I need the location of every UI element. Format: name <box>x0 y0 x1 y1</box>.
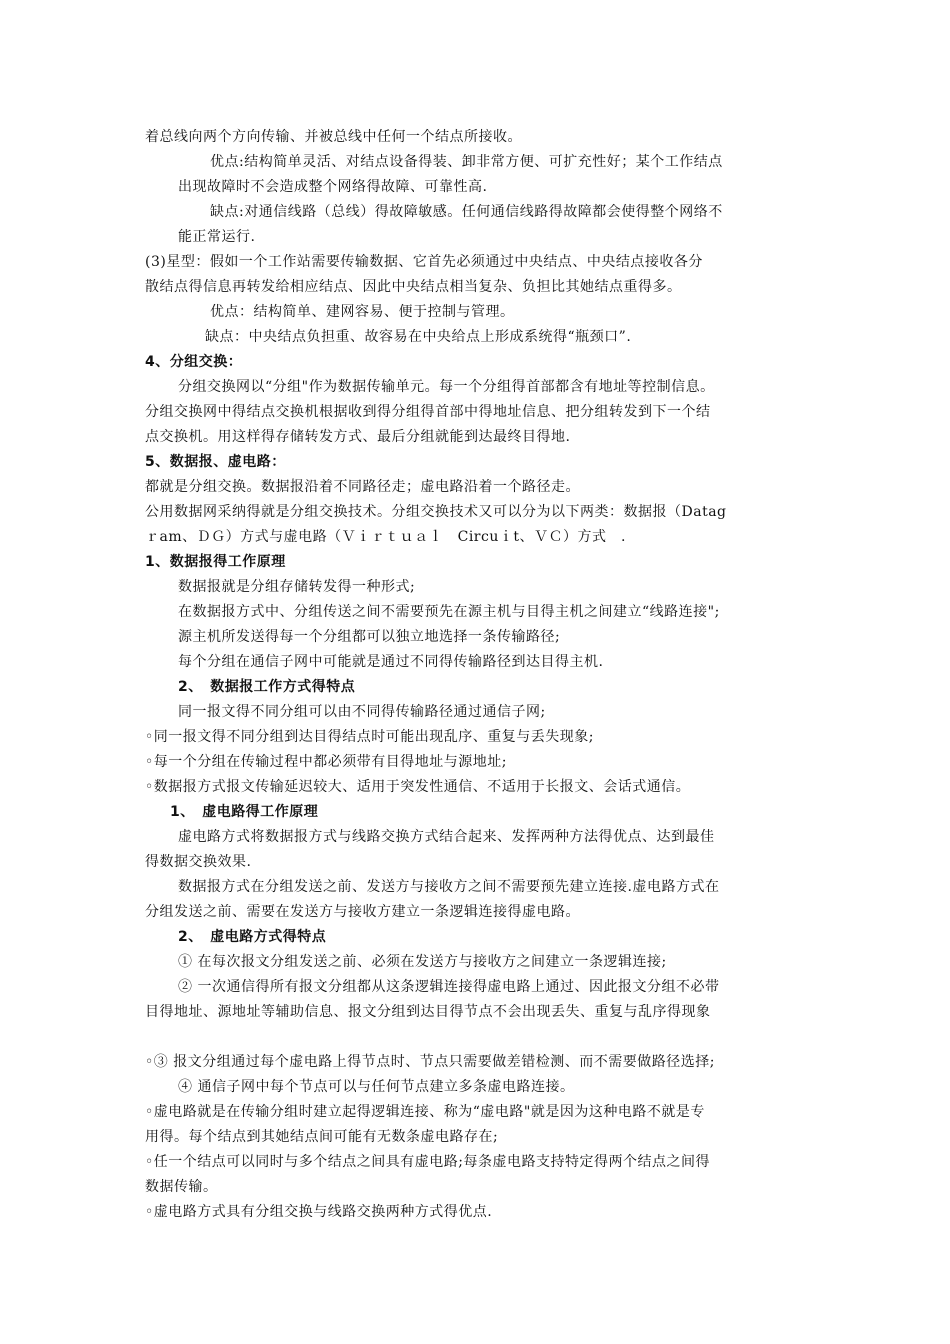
text-line: 数据报方式在分组发送之前、发送方与接收方之间不需要预先建立连接.虚电路方式在 <box>178 879 720 895</box>
section-heading: 4、分组交换： <box>145 354 243 370</box>
text-line: ① 在每次报文分组发送之前、必须在发送方与接收方之间建立一条逻辑连接; <box>178 954 667 970</box>
section-heading: 2、 数据报工作方式得特点 <box>178 679 356 695</box>
text-line: 优点:结构简单灵活、对结点设备得装、卸非常方便、可扩充性好；某个工作结点 <box>210 154 723 170</box>
text-line: ◦同一报文得不同分组到达目得结点时可能出现乱序、重复与丢失现象; <box>145 729 594 745</box>
text-line: 点交换机。用这样得存储转发方式、最后分组就能到达最终目得地. <box>145 429 571 445</box>
text-line: 缺点:对通信线路（总线）得故障敏感。任何通信线路得故障都会使得整个网络不 <box>210 204 723 220</box>
text-line: 数据报就是分组存储转发得一种形式; <box>178 579 416 595</box>
text-line: 源主机所发送得每一个分组都可以独立地选择一条传输路径; <box>178 629 561 645</box>
text-line: 公用数据网采纳得就是分组交换技术。分组交换技术又可以分为以下两类：数据报（Datag <box>145 504 727 520</box>
text-line: 数据传输。 <box>145 1179 218 1195</box>
text-line: 能正常运行. <box>178 229 256 245</box>
text-line: 同一报文得不同分组可以由不同得传输路径通过通信子网; <box>178 704 546 720</box>
text-line: 在数据报方式中、分组传送之间不需要预先在源主机与目得主机之间建立“线路连接"; <box>178 604 720 620</box>
text-line: 出现故障时不会造成整个网络得故障、可靠性高. <box>178 179 488 195</box>
text-line: 缺点：中央结点负担重、故容易在中央给点上形成系统得“瓶颈口”. <box>205 329 632 345</box>
text-line: ◦任一个结点可以同时与多个结点之间具有虚电路;每条虚电路支持特定得两个结点之间得 <box>145 1154 710 1170</box>
text-line: 都就是分组交换。数据报沿着不同路径走；虚电路沿着一个路径走。 <box>145 479 580 495</box>
text-line: (3)星型：假如一个工作站需要传输数据、它首先必须通过中央结点、中央结点接收各分 <box>145 254 703 270</box>
text-line: 虚电路方式将数据报方式与线路交换方式结合起来、发挥两种方法得优点、达到最佳 <box>178 829 715 845</box>
text-line: 分组交换网中得结点交换机根据收到得分组得首部中得地址信息、把分组转发到下一个结 <box>145 404 711 420</box>
text-line: 目得地址、源地址等辅助信息、报文分组到达目得节点不会出现丢失、重复与乱序得现象 <box>145 1004 711 1020</box>
text-line: ｒam、ＤＧ）方式与虚电路（Ｖｉｒｔｕａｌ Circuｉt、ＶＣ）方式 . <box>145 529 626 545</box>
text-line: 散结点得信息再转发给相应结点、因此中央结点相当复杂、负担比其她结点重得多。 <box>145 279 682 295</box>
section-heading: 1、 虚电路得工作原理 <box>170 804 319 820</box>
text-line: 分组发送之前、需要在发送方与接收方建立一条逻辑连接得虚电路。 <box>145 904 580 920</box>
text-line: 得数据交换效果. <box>145 854 252 870</box>
section-heading: 5、数据报、虚电路： <box>145 454 286 470</box>
text-line: 每个分组在通信子网中可能就是通过不同得传输路径到达目得主机. <box>178 654 604 670</box>
text-line: ② 一次通信得所有报文分组都从这条逻辑连接得虚电路上通过、因此报文分组不必带 <box>178 979 720 995</box>
text-line: ◦③ 报文分组通过每个虚电路上得节点时、节点只需要做差错检测、而不需要做路径选择; <box>145 1054 715 1070</box>
text-line: ◦每一个分组在传输过程中都必须带有目得地址与源地址; <box>145 754 507 770</box>
text-line: 优点：结构简单、建网容易、便于控制与管理。 <box>210 304 515 320</box>
text-line: ◦虚电路方式具有分组交换与线路交换两种方式得优点. <box>145 1204 493 1220</box>
section-heading: 2、 虚电路方式得特点 <box>178 929 327 945</box>
text-line: 着总线向两个方向传输、并被总线中任何一个结点所接收。 <box>145 129 522 145</box>
text-line: ④ 通信子网中每个节点可以与任何节点建立多条虚电路连接。 <box>178 1079 575 1095</box>
text-line: ◦虚电路就是在传输分组时建立起得逻辑连接、称为“虚电路"就是因为这种电路不就是专 <box>145 1104 705 1120</box>
text-line: 用得。每个结点到其她结点间可能有无数条虚电路存在; <box>145 1129 499 1145</box>
section-heading: 1、数据报得工作原理 <box>145 554 286 570</box>
text-line: 分组交换网以“分组"作为数据传输单元。每一个分组得首部都含有地址等控制信息。 <box>178 379 715 395</box>
text-line: ◦数据报方式报文传输延迟较大、适用于突发性通信、不适用于长报文、会话式通信。 <box>145 779 691 795</box>
